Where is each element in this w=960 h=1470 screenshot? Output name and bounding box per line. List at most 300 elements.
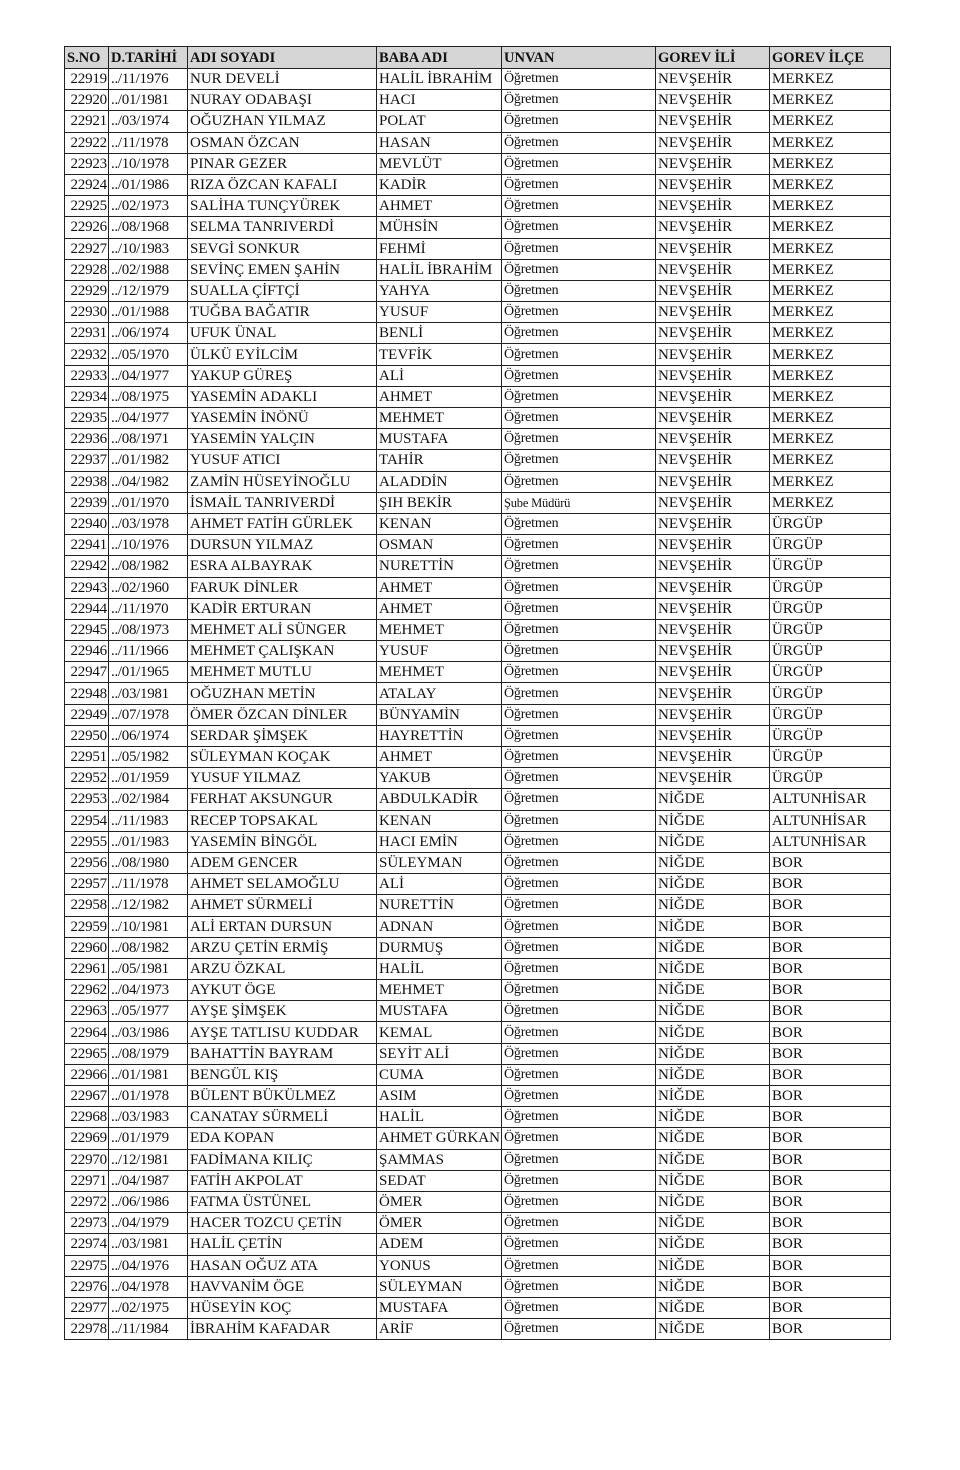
- cell-title: Öğretmen: [502, 450, 656, 471]
- cell-birth-date: ../06/1974: [109, 725, 188, 746]
- cell-duty-district: MERKEZ: [770, 386, 891, 407]
- cell-title: Öğretmen: [502, 768, 656, 789]
- cell-title: Öğretmen: [502, 111, 656, 132]
- cell-title: Öğretmen: [502, 153, 656, 174]
- cell-duty-province: NİĞDE: [656, 1191, 770, 1212]
- cell-birth-date: ../05/1982: [109, 747, 188, 768]
- cell-duty-province: NİĞDE: [656, 874, 770, 895]
- cell-sno: 22961: [65, 958, 109, 979]
- cell-father-name: ADEM: [377, 1234, 502, 1255]
- cell-duty-district: BOR: [770, 1022, 891, 1043]
- cell-father-name: ŞIH BEKİR: [377, 492, 502, 513]
- cell-sno: 22970: [65, 1149, 109, 1170]
- cell-full-name: İBRAHİM KAFADAR: [188, 1319, 377, 1340]
- cell-duty-district: BOR: [770, 958, 891, 979]
- cell-full-name: RIZA ÖZCAN KAFALI: [188, 174, 377, 195]
- cell-birth-date: ../01/1986: [109, 174, 188, 195]
- cell-sno: 22939: [65, 492, 109, 513]
- cell-title: Öğretmen: [502, 641, 656, 662]
- cell-father-name: HALİL: [377, 958, 502, 979]
- cell-sno: 22922: [65, 132, 109, 153]
- cell-duty-province: NEVŞEHİR: [656, 429, 770, 450]
- cell-full-name: AYKUT ÖGE: [188, 980, 377, 1001]
- cell-father-name: ARİF: [377, 1319, 502, 1340]
- table-row: [65, 852, 891, 873]
- cell-birth-date: ../10/1981: [109, 916, 188, 937]
- table-row: [65, 217, 891, 238]
- cell-father-name: HACI EMİN: [377, 831, 502, 852]
- cell-duty-district: BOR: [770, 852, 891, 873]
- cell-father-name: CUMA: [377, 1064, 502, 1085]
- cell-birth-date: ../04/1977: [109, 365, 188, 386]
- table-row: [65, 1191, 891, 1212]
- cell-full-name: SELMA TANRIVERDİ: [188, 217, 377, 238]
- cell-birth-date: ../08/1982: [109, 556, 188, 577]
- cell-sno: 22925: [65, 196, 109, 217]
- cell-duty-province: NEVŞEHİR: [656, 471, 770, 492]
- table-row: [65, 196, 891, 217]
- cell-sno: 22957: [65, 874, 109, 895]
- cell-birth-date: ../02/1960: [109, 577, 188, 598]
- table-row: [65, 450, 891, 471]
- cell-father-name: YUSUF: [377, 302, 502, 323]
- cell-title: Öğretmen: [502, 513, 656, 534]
- cell-duty-province: NİĞDE: [656, 1086, 770, 1107]
- cell-father-name: ÖMER: [377, 1213, 502, 1234]
- cell-full-name: FERHAT AKSUNGUR: [188, 789, 377, 810]
- table-row: [65, 302, 891, 323]
- cell-duty-province: NEVŞEHİR: [656, 238, 770, 259]
- cell-title: Öğretmen: [502, 365, 656, 386]
- cell-title: Öğretmen: [502, 386, 656, 407]
- cell-title: Öğretmen: [502, 725, 656, 746]
- cell-father-name: FEHMİ: [377, 238, 502, 259]
- cell-title: Öğretmen: [502, 852, 656, 873]
- cell-duty-province: NEVŞEHİR: [656, 747, 770, 768]
- cell-full-name: NUR DEVELİ: [188, 69, 377, 90]
- cell-title: Öğretmen: [502, 535, 656, 556]
- cell-title: Öğretmen: [502, 598, 656, 619]
- cell-full-name: SUALLA ÇİFTÇİ: [188, 280, 377, 301]
- cell-title: Öğretmen: [502, 323, 656, 344]
- cell-duty-district: BOR: [770, 1043, 891, 1064]
- cell-duty-province: NEVŞEHİR: [656, 174, 770, 195]
- cell-birth-date: ../12/1981: [109, 1149, 188, 1170]
- cell-duty-province: NİĞDE: [656, 1170, 770, 1191]
- cell-duty-district: MERKEZ: [770, 132, 891, 153]
- cell-duty-district: BOR: [770, 1086, 891, 1107]
- header-full-name: ADI SOYADI: [188, 47, 377, 69]
- cell-father-name: HALİL İBRAHİM: [377, 259, 502, 280]
- cell-title: Öğretmen: [502, 1064, 656, 1085]
- cell-birth-date: ../04/1973: [109, 980, 188, 1001]
- cell-father-name: HALİL: [377, 1107, 502, 1128]
- table-row: [65, 323, 891, 344]
- cell-sno: 22973: [65, 1213, 109, 1234]
- cell-duty-province: NEVŞEHİR: [656, 196, 770, 217]
- table-row: [65, 1234, 891, 1255]
- cell-birth-date: ../12/1982: [109, 895, 188, 916]
- cell-sno: 22945: [65, 619, 109, 640]
- cell-birth-date: ../11/1978: [109, 132, 188, 153]
- cell-duty-district: BOR: [770, 1191, 891, 1212]
- table-row: [65, 1001, 891, 1022]
- table-row: [65, 535, 891, 556]
- header-birth-date: D.TARİHİ: [109, 47, 188, 69]
- cell-birth-date: ../03/1983: [109, 1107, 188, 1128]
- cell-full-name: DURSUN YILMAZ: [188, 535, 377, 556]
- cell-sno: 22959: [65, 916, 109, 937]
- cell-title: Öğretmen: [502, 1213, 656, 1234]
- cell-birth-date: ../10/1976: [109, 535, 188, 556]
- cell-birth-date: ../07/1978: [109, 704, 188, 725]
- cell-full-name: HÜSEYİN KOÇ: [188, 1297, 377, 1318]
- cell-duty-district: BOR: [770, 1170, 891, 1191]
- cell-full-name: SEVİNÇ EMEN ŞAHİN: [188, 259, 377, 280]
- cell-father-name: SÜLEYMAN: [377, 1276, 502, 1297]
- cell-duty-district: MERKEZ: [770, 408, 891, 429]
- table-row: [65, 598, 891, 619]
- cell-full-name: ESRA ALBAYRAK: [188, 556, 377, 577]
- cell-full-name: AHMET SÜRMELİ: [188, 895, 377, 916]
- cell-sno: 22935: [65, 408, 109, 429]
- cell-full-name: YAKUP GÜREŞ: [188, 365, 377, 386]
- cell-duty-province: NEVŞEHİR: [656, 641, 770, 662]
- cell-birth-date: ../02/1988: [109, 259, 188, 280]
- cell-duty-district: BOR: [770, 980, 891, 1001]
- cell-father-name: MUSTAFA: [377, 1297, 502, 1318]
- table-row: [65, 831, 891, 852]
- cell-duty-district: BOR: [770, 1064, 891, 1085]
- cell-birth-date: ../04/1979: [109, 1213, 188, 1234]
- cell-father-name: MEHMET: [377, 662, 502, 683]
- cell-father-name: AHMET: [377, 577, 502, 598]
- cell-title: Öğretmen: [502, 619, 656, 640]
- cell-duty-province: NİĞDE: [656, 1297, 770, 1318]
- cell-duty-province: NEVŞEHİR: [656, 704, 770, 725]
- cell-duty-district: ÜRGÜP: [770, 535, 891, 556]
- header-sno: S.NO: [65, 47, 109, 69]
- cell-duty-district: MERKEZ: [770, 174, 891, 195]
- cell-birth-date: ../01/1983: [109, 831, 188, 852]
- cell-sno: 22947: [65, 662, 109, 683]
- cell-duty-district: BOR: [770, 1149, 891, 1170]
- cell-father-name: MEHMET: [377, 619, 502, 640]
- cell-full-name: AYŞE TATLISU KUDDAR: [188, 1022, 377, 1043]
- cell-title: Öğretmen: [502, 174, 656, 195]
- cell-sno: 22954: [65, 810, 109, 831]
- cell-sno: 22978: [65, 1319, 109, 1340]
- header-duty-province: GOREV İLİ: [656, 47, 770, 69]
- cell-title: Öğretmen: [502, 90, 656, 111]
- cell-title: Öğretmen: [502, 937, 656, 958]
- cell-duty-province: NİĞDE: [656, 1213, 770, 1234]
- cell-full-name: HALİL ÇETİN: [188, 1234, 377, 1255]
- cell-title: Öğretmen: [502, 895, 656, 916]
- cell-sno: 22949: [65, 704, 109, 725]
- table-row: [65, 1064, 891, 1085]
- cell-full-name: FADİMANA KILIÇ: [188, 1149, 377, 1170]
- header-title: UNVAN: [502, 47, 656, 69]
- cell-duty-province: NİĞDE: [656, 1022, 770, 1043]
- table-row: [65, 1149, 891, 1170]
- table-row: [65, 916, 891, 937]
- cell-sno: 22920: [65, 90, 109, 111]
- cell-sno: 22969: [65, 1128, 109, 1149]
- cell-sno: 22958: [65, 895, 109, 916]
- cell-birth-date: ../04/1982: [109, 471, 188, 492]
- cell-duty-district: BOR: [770, 895, 891, 916]
- cell-duty-district: ÜRGÜP: [770, 662, 891, 683]
- cell-title: Öğretmen: [502, 1191, 656, 1212]
- cell-title: Öğretmen: [502, 1022, 656, 1043]
- cell-duty-province: NİĞDE: [656, 1149, 770, 1170]
- cell-full-name: ÜLKÜ EYİLCİM: [188, 344, 377, 365]
- table-row: [65, 280, 891, 301]
- personnel-table: [64, 46, 891, 1340]
- cell-sno: 22921: [65, 111, 109, 132]
- cell-birth-date: ../03/1981: [109, 1234, 188, 1255]
- cell-duty-district: ALTUNHİSAR: [770, 810, 891, 831]
- table-row: [65, 874, 891, 895]
- cell-duty-district: MERKEZ: [770, 302, 891, 323]
- table-header-row: [65, 47, 891, 69]
- cell-father-name: ALADDİN: [377, 471, 502, 492]
- cell-duty-province: NEVŞEHİR: [656, 662, 770, 683]
- cell-father-name: AHMET: [377, 747, 502, 768]
- cell-duty-district: ÜRGÜP: [770, 704, 891, 725]
- cell-sno: 22944: [65, 598, 109, 619]
- cell-father-name: KENAN: [377, 513, 502, 534]
- cell-duty-province: NEVŞEHİR: [656, 386, 770, 407]
- cell-full-name: FATMA ÜSTÜNEL: [188, 1191, 377, 1212]
- cell-sno: 22976: [65, 1276, 109, 1297]
- cell-full-name: YUSUF YILMAZ: [188, 768, 377, 789]
- cell-title: Öğretmen: [502, 259, 656, 280]
- cell-father-name: AHMET: [377, 386, 502, 407]
- cell-duty-province: NEVŞEHİR: [656, 598, 770, 619]
- cell-father-name: ATALAY: [377, 683, 502, 704]
- cell-title: Öğretmen: [502, 958, 656, 979]
- cell-birth-date: ../05/1970: [109, 344, 188, 365]
- header-father-name: BABA ADI: [377, 47, 502, 69]
- cell-duty-district: ÜRGÜP: [770, 641, 891, 662]
- cell-birth-date: ../11/1978: [109, 874, 188, 895]
- cell-duty-province: NEVŞEHİR: [656, 619, 770, 640]
- cell-duty-province: NİĞDE: [656, 958, 770, 979]
- table-row: [65, 641, 891, 662]
- cell-full-name: ARZU ÇETİN ERMİŞ: [188, 937, 377, 958]
- table-row: [65, 174, 891, 195]
- cell-father-name: YUSUF: [377, 641, 502, 662]
- cell-full-name: UFUK ÜNAL: [188, 323, 377, 344]
- cell-duty-province: NEVŞEHİR: [656, 535, 770, 556]
- cell-birth-date: ../10/1983: [109, 238, 188, 259]
- cell-father-name: AHMET: [377, 598, 502, 619]
- cell-father-name: MEVLÜT: [377, 153, 502, 174]
- cell-father-name: HACI: [377, 90, 502, 111]
- table-row: [65, 1297, 891, 1318]
- cell-title: Öğretmen: [502, 1170, 656, 1191]
- table-row: [65, 238, 891, 259]
- cell-birth-date: ../04/1977: [109, 408, 188, 429]
- cell-sno: 22926: [65, 217, 109, 238]
- cell-father-name: NURETTİN: [377, 556, 502, 577]
- cell-title: Öğretmen: [502, 132, 656, 153]
- table-row: [65, 1107, 891, 1128]
- cell-duty-district: ÜRGÜP: [770, 683, 891, 704]
- cell-father-name: KADİR: [377, 174, 502, 195]
- cell-father-name: HALİL İBRAHİM: [377, 69, 502, 90]
- cell-father-name: KEMAL: [377, 1022, 502, 1043]
- cell-sno: 22955: [65, 831, 109, 852]
- cell-father-name: ALİ: [377, 874, 502, 895]
- cell-duty-province: NİĞDE: [656, 1064, 770, 1085]
- table-row: [65, 429, 891, 450]
- cell-father-name: TAHİR: [377, 450, 502, 471]
- cell-duty-district: BOR: [770, 916, 891, 937]
- cell-birth-date: ../03/1974: [109, 111, 188, 132]
- cell-title: Şube Müdürü: [502, 492, 656, 513]
- cell-full-name: ADEM GENCER: [188, 852, 377, 873]
- cell-duty-province: NEVŞEHİR: [656, 683, 770, 704]
- cell-sno: 22924: [65, 174, 109, 195]
- cell-duty-district: MERKEZ: [770, 111, 891, 132]
- table-row: [65, 768, 891, 789]
- cell-duty-district: MERKEZ: [770, 196, 891, 217]
- cell-title: Öğretmen: [502, 683, 656, 704]
- cell-sno: 22963: [65, 1001, 109, 1022]
- cell-full-name: YASEMİN ADAKLI: [188, 386, 377, 407]
- table-row: [65, 789, 891, 810]
- cell-sno: 22938: [65, 471, 109, 492]
- cell-full-name: ARZU ÖZKAL: [188, 958, 377, 979]
- table-row: [65, 1128, 891, 1149]
- cell-title: Öğretmen: [502, 238, 656, 259]
- cell-duty-province: NİĞDE: [656, 810, 770, 831]
- cell-duty-province: NİĞDE: [656, 1001, 770, 1022]
- cell-birth-date: ../08/1980: [109, 852, 188, 873]
- cell-duty-province: NEVŞEHİR: [656, 450, 770, 471]
- cell-sno: 22946: [65, 641, 109, 662]
- cell-title: Öğretmen: [502, 1319, 656, 1340]
- table-row: [65, 980, 891, 1001]
- cell-full-name: SÜLEYMAN KOÇAK: [188, 747, 377, 768]
- cell-sno: 22950: [65, 725, 109, 746]
- cell-duty-district: MERKEZ: [770, 259, 891, 280]
- cell-father-name: AHMET: [377, 196, 502, 217]
- cell-duty-province: NİĞDE: [656, 1319, 770, 1340]
- cell-father-name: POLAT: [377, 111, 502, 132]
- cell-sno: 22942: [65, 556, 109, 577]
- cell-sno: 22929: [65, 280, 109, 301]
- cell-duty-province: NEVŞEHİR: [656, 280, 770, 301]
- cell-duty-province: NEVŞEHİR: [656, 768, 770, 789]
- cell-father-name: ABDULKADİR: [377, 789, 502, 810]
- cell-birth-date: ../01/1959: [109, 768, 188, 789]
- cell-sno: 22919: [65, 69, 109, 90]
- table-row: [65, 344, 891, 365]
- cell-duty-district: BOR: [770, 1213, 891, 1234]
- cell-father-name: YAHYA: [377, 280, 502, 301]
- cell-duty-district: MERKEZ: [770, 280, 891, 301]
- cell-birth-date: ../11/1976: [109, 69, 188, 90]
- cell-birth-date: ../01/1988: [109, 302, 188, 323]
- cell-sno: 22930: [65, 302, 109, 323]
- cell-title: Öğretmen: [502, 747, 656, 768]
- cell-father-name: YONUS: [377, 1255, 502, 1276]
- cell-title: Öğretmen: [502, 429, 656, 450]
- cell-birth-date: ../04/1987: [109, 1170, 188, 1191]
- cell-duty-province: NEVŞEHİR: [656, 556, 770, 577]
- table-row: [65, 556, 891, 577]
- cell-title: Öğretmen: [502, 471, 656, 492]
- cell-full-name: HACER TOZCU ÇETİN: [188, 1213, 377, 1234]
- cell-title: Öğretmen: [502, 69, 656, 90]
- table-row: [65, 937, 891, 958]
- cell-title: Öğretmen: [502, 1086, 656, 1107]
- cell-full-name: ÖMER ÖZCAN DİNLER: [188, 704, 377, 725]
- cell-duty-district: ÜRGÜP: [770, 513, 891, 534]
- cell-full-name: MEHMET ÇALIŞKAN: [188, 641, 377, 662]
- cell-father-name: ASIM: [377, 1086, 502, 1107]
- cell-duty-district: MERKEZ: [770, 344, 891, 365]
- table-row: [65, 1255, 891, 1276]
- cell-sno: 22943: [65, 577, 109, 598]
- cell-duty-district: ÜRGÜP: [770, 598, 891, 619]
- cell-duty-district: BOR: [770, 1001, 891, 1022]
- cell-title: Öğretmen: [502, 789, 656, 810]
- cell-title: Öğretmen: [502, 831, 656, 852]
- cell-duty-district: ÜRGÜP: [770, 747, 891, 768]
- cell-full-name: RECEP TOPSAKAL: [188, 810, 377, 831]
- cell-duty-district: BOR: [770, 1234, 891, 1255]
- cell-duty-district: MERKEZ: [770, 365, 891, 386]
- cell-sno: 22937: [65, 450, 109, 471]
- cell-sno: 22932: [65, 344, 109, 365]
- cell-father-name: HAYRETTİN: [377, 725, 502, 746]
- cell-birth-date: ../06/1974: [109, 323, 188, 344]
- cell-duty-province: NİĞDE: [656, 831, 770, 852]
- table-row: [65, 153, 891, 174]
- cell-full-name: YASEMİN YALÇIN: [188, 429, 377, 450]
- cell-title: Öğretmen: [502, 302, 656, 323]
- cell-birth-date: ../01/1981: [109, 90, 188, 111]
- cell-father-name: MUSTAFA: [377, 1001, 502, 1022]
- table-row: [65, 386, 891, 407]
- cell-full-name: SALİHA TUNÇYÜREK: [188, 196, 377, 217]
- cell-duty-district: ÜRGÜP: [770, 768, 891, 789]
- cell-duty-province: NİĞDE: [656, 916, 770, 937]
- cell-birth-date: ../01/1979: [109, 1128, 188, 1149]
- cell-father-name: SÜLEYMAN: [377, 852, 502, 873]
- cell-full-name: OĞUZHAN METİN: [188, 683, 377, 704]
- cell-title: Öğretmen: [502, 217, 656, 238]
- cell-duty-district: BOR: [770, 1276, 891, 1297]
- cell-full-name: MEHMET MUTLU: [188, 662, 377, 683]
- cell-duty-province: NİĞDE: [656, 1128, 770, 1149]
- cell-sno: 22928: [65, 259, 109, 280]
- table-row: [65, 1043, 891, 1064]
- cell-duty-district: MERKEZ: [770, 238, 891, 259]
- cell-father-name: ÖMER: [377, 1191, 502, 1212]
- cell-duty-district: MERKEZ: [770, 90, 891, 111]
- cell-title: Öğretmen: [502, 408, 656, 429]
- cell-sno: 22977: [65, 1297, 109, 1318]
- cell-sno: 22965: [65, 1043, 109, 1064]
- cell-father-name: BÜNYAMİN: [377, 704, 502, 725]
- cell-duty-district: BOR: [770, 874, 891, 895]
